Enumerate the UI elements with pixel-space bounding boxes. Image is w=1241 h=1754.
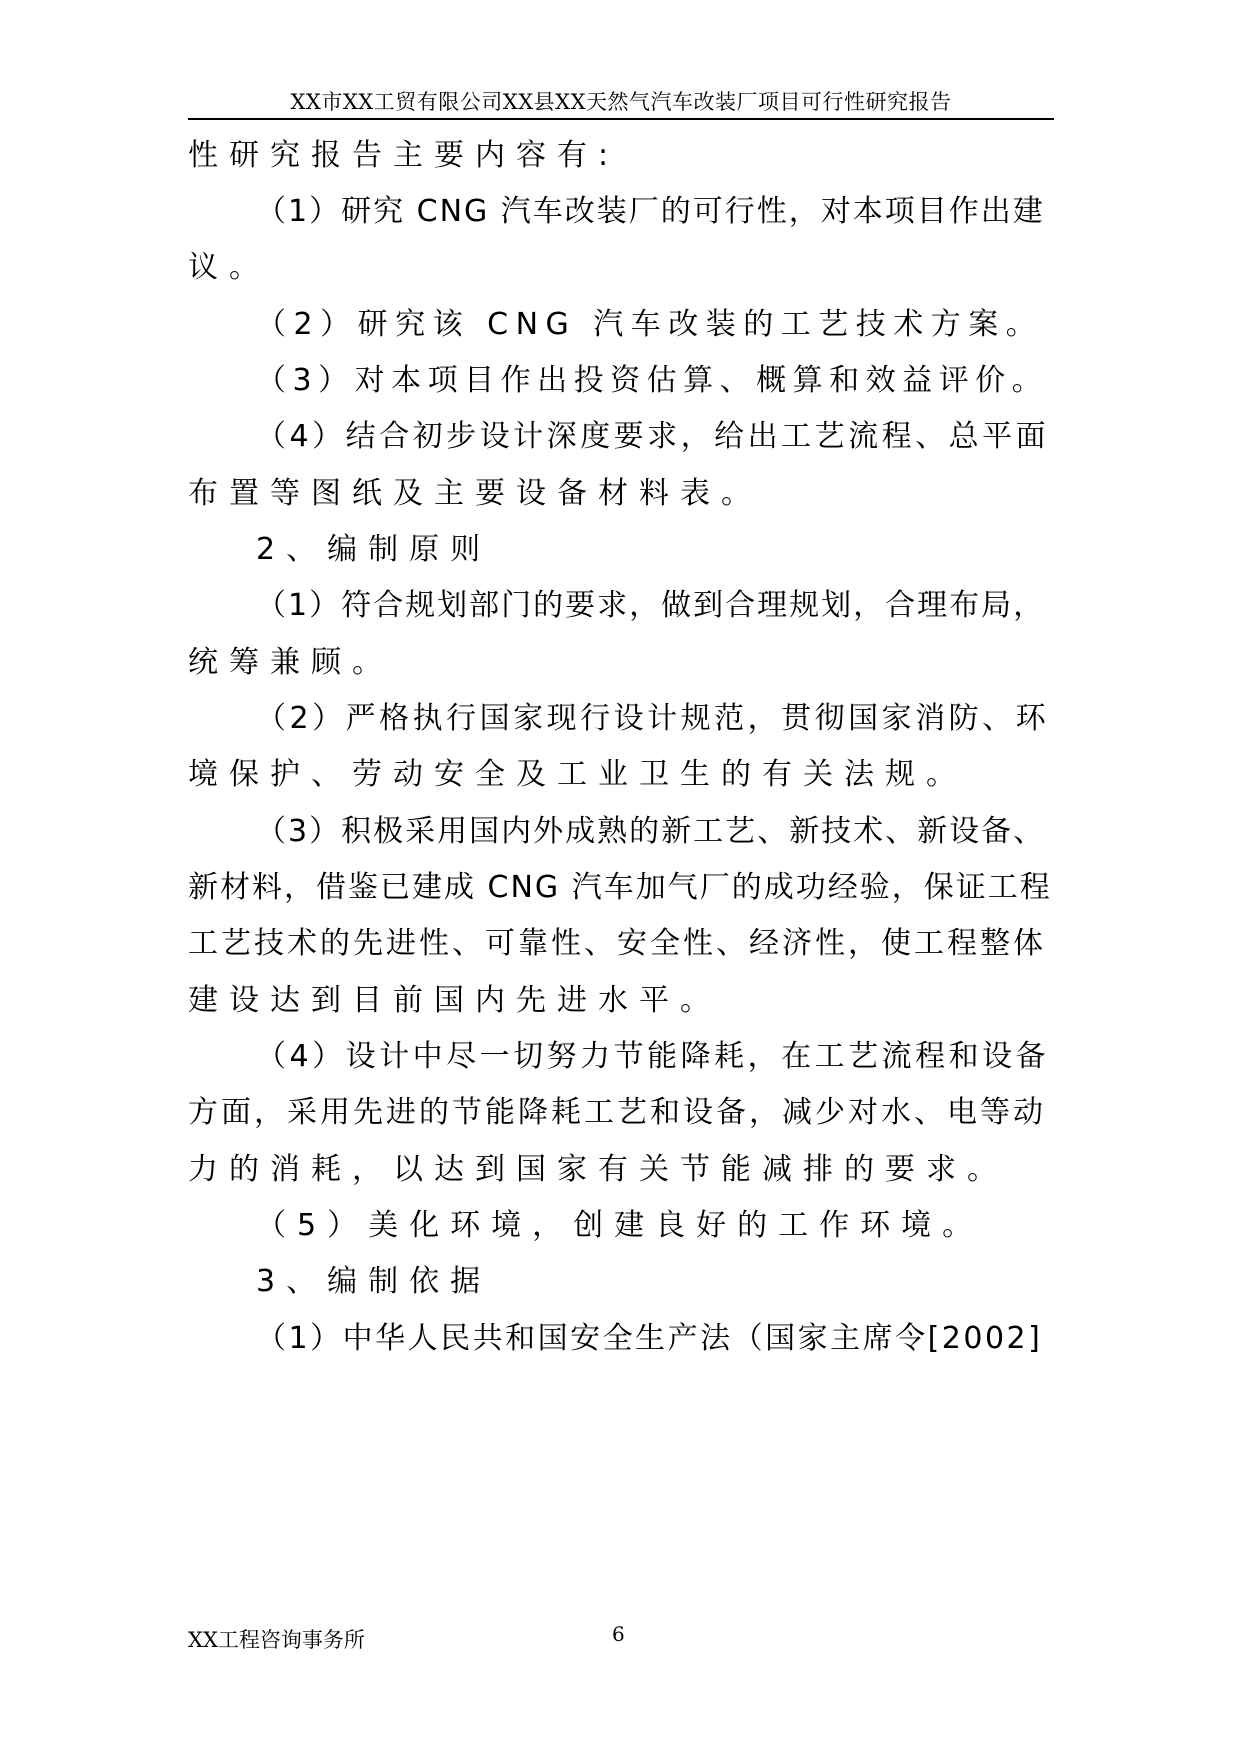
paragraph-line: （4）结合初步设计深度要求，给出工艺流程、总平面 xyxy=(256,419,1050,454)
header-divider xyxy=(188,118,1054,120)
section-heading: 2、编制原则 xyxy=(256,532,492,567)
paragraph-line: 统筹兼顾。 xyxy=(188,645,393,680)
paragraph-line: （2）严格执行国家现行设计规范，贯彻国家消防、环 xyxy=(256,701,1050,736)
paragraph-line: （2）研究该 CNG 汽车改装的工艺技术方案。 xyxy=(256,307,1044,342)
paragraph-line: 建设达到目前国内先进水平。 xyxy=(188,983,721,1018)
footer-organization: XX工程咨询事务所 xyxy=(188,1628,365,1652)
paragraph-line: 方面，采用先进的节能降耗工艺和设备，减少对水、电等动 xyxy=(188,1095,1046,1130)
paragraph-line: 工艺技术的先进性、可靠性、安全性、经济性，使工程整体 xyxy=(188,926,1046,961)
paragraph-line: 新材料，借鉴已建成 CNG 汽车加气厂的成功经验，保证工程 xyxy=(188,870,1052,905)
paragraph-line: （1）中华人民共和国安全生产法（国家主席令[2002] xyxy=(256,1321,1043,1356)
paragraph-line: 境保护、劳动安全及工业卫生的有关法规。 xyxy=(188,757,967,792)
paragraph-line: （1）符合规划部门的要求，做到合理规划，合理布局， xyxy=(256,588,1046,623)
paragraph-line: 性研究报告主要内容有: xyxy=(188,138,620,173)
page-number: 6 xyxy=(612,1622,625,1646)
paragraph-line: （3）积极采用国内外成熟的新工艺、新技术、新设备、 xyxy=(256,814,1046,849)
paragraph-line: 力的消耗，以达到国家有关节能减排的要求。 xyxy=(188,1152,1008,1187)
paragraph-line: （4）设计中尽一切努力节能降耗，在工艺流程和设备 xyxy=(256,1039,1050,1074)
paragraph-line: （3）对本项目作出投资估算、概算和效益评价。 xyxy=(256,363,1049,398)
section-heading: 3、编制依据 xyxy=(256,1264,492,1299)
paragraph-line: （1）研究 CNG 汽车改装厂的可行性，对本项目作出建 xyxy=(256,194,1045,229)
paragraph-line: 议。 xyxy=(188,250,270,285)
running-header: XX市XX工贸有限公司XX县XX天然气汽车改装厂项目可行性研究报告 xyxy=(290,90,952,114)
paragraph-line: （5）美化环境，创建良好的工作环境。 xyxy=(256,1208,984,1243)
paragraph-line: 布置等图纸及主要设备材料表。 xyxy=(188,476,762,511)
